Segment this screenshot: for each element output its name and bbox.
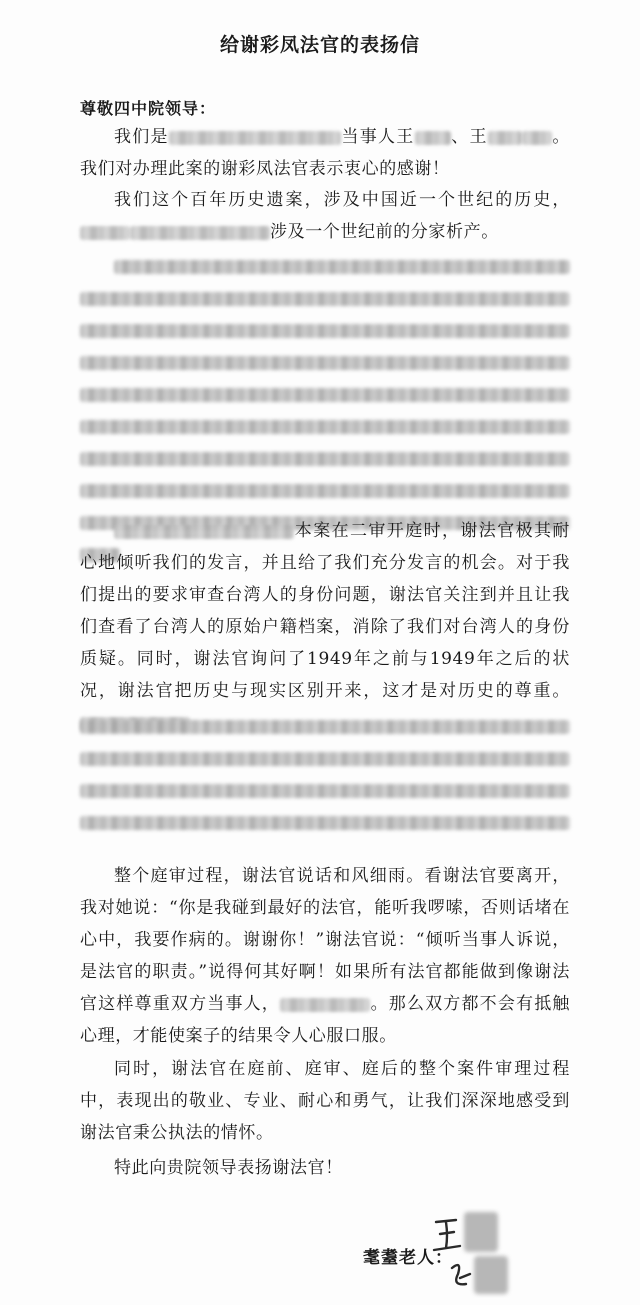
redacted-text	[130, 226, 270, 240]
redacted-line	[80, 388, 570, 402]
paragraph-5	[80, 860, 570, 1052]
redacted-line	[80, 484, 570, 498]
paragraph-2	[80, 184, 570, 248]
redacted-text	[169, 131, 341, 145]
paragraph-2-text-1: 我们这个百年历史遗案，涉及中国近一个世纪的历史，	[114, 190, 570, 210]
redacted-text	[80, 226, 130, 240]
redacted-line	[80, 752, 570, 766]
paragraph-4-text-1: 本案在二审开庭时，谢法官极其耐心地倾听我们的发言，并且给了我们充分发言的机会。对于我们提出的要求审查台湾人的身份问题，谢法官关注到并且让我们查看了台湾人的原始户籍档案，消除了我们对台湾人的身份质疑。同时，谢法官询问了1949年之前与1949年之后的状况，谢法官把历史与现实区别开来，这才是对历史的尊重。	[80, 521, 570, 701]
paragraph-7-text-1: 特此向贵院领导表扬谢法官！	[114, 1158, 343, 1178]
paragraph-1-text-3: 、王	[450, 127, 488, 147]
redacted-line	[80, 452, 570, 466]
signature-label: 耄耋老人：	[363, 1248, 453, 1268]
paragraph-6-text-1: 同时，谢法官在庭前、庭审、庭后的整个案件审理过程中，表现出的敬业、专业、耐心和勇气，让我们深深地感受到谢法官秉公执法的情怀。	[80, 1059, 570, 1143]
redacted-line	[80, 816, 570, 830]
redacted-text	[415, 131, 451, 145]
redacted-line	[80, 784, 570, 798]
paragraph-1-text-1: 我们是	[114, 127, 169, 147]
letter-salutation: 尊敬四中院领导：	[80, 99, 217, 118]
letter-title: 给谢彩凤法官的表扬信	[219, 34, 420, 56]
redacted-line	[80, 324, 570, 338]
redacted-text	[280, 998, 370, 1012]
redacted-line	[114, 260, 570, 274]
redacted-text	[114, 525, 294, 539]
redacted-line	[80, 356, 570, 370]
redacted-text	[488, 131, 522, 145]
redacted-line	[80, 420, 570, 434]
handwritten-signature	[430, 1208, 520, 1298]
redacted-paragraph	[80, 720, 570, 848]
paragraph-1-text-4: 。我们对办理此案的谢彩凤法官表示衷心的感谢！	[80, 127, 570, 179]
paragraph-5-text-2: 。那么双方都不会有抵触心理，才能使案子的结果令人心服口服。	[80, 994, 570, 1046]
redacted-line	[80, 292, 570, 306]
redacted-line	[80, 720, 570, 734]
paragraph-1	[80, 121, 570, 185]
paragraph-2-text-2: 涉及一个世纪前的分家析产。	[270, 222, 499, 242]
paragraph-6	[80, 1053, 570, 1149]
paragraph-4	[80, 515, 570, 739]
paragraph-1-text-2: 当事人王	[340, 127, 415, 147]
paragraph-5-text-1: 整个庭审过程，谢法官说话和风细雨。看谢法官要离开，我对她说：“你是我碰到最好的法官，能听我啰嗦，否则话堵在心中，我要作病的。谢谢你！”谢法官说：“倾听当事人诉说，是法官的职责。”说得何其好啊！如果所有法官都能做到像谢法官这样尊重双方当事人，	[80, 866, 570, 1014]
paragraph-7	[80, 1152, 570, 1184]
redacted-text	[522, 131, 552, 145]
